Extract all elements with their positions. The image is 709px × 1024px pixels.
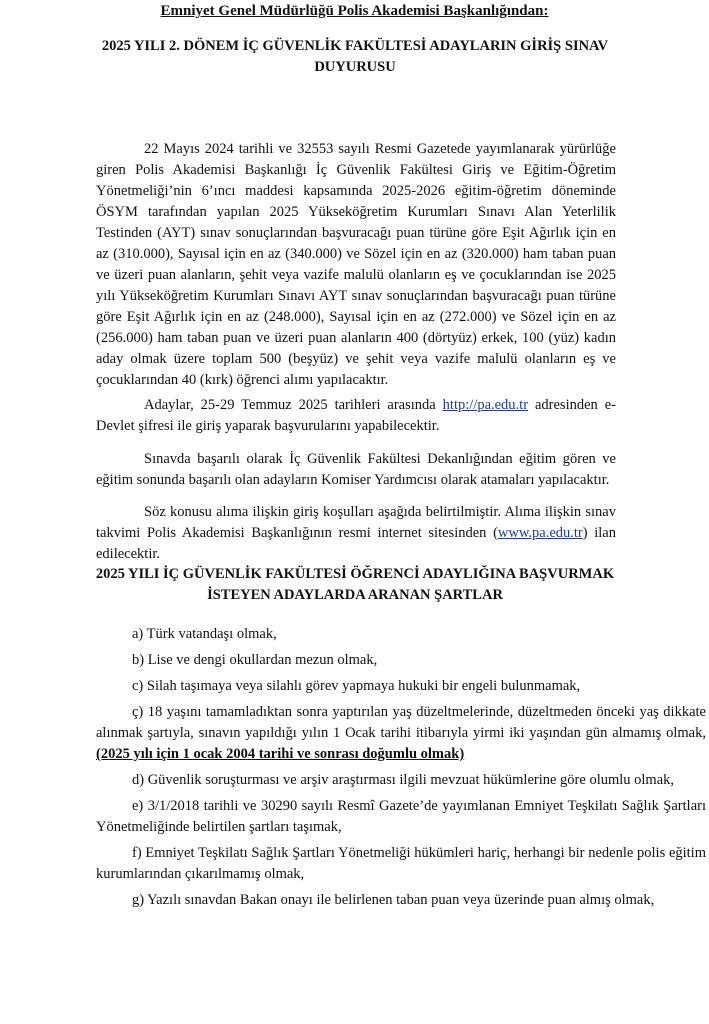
requirement-g: g) Yazılı sınavdan Bakan onayı ile belirlenen taban puan veya üzerinde puan almış olmak, bbox=[132, 892, 655, 908]
paragraph-appointment: Sınavda başarılı olarak İç Güvenlik Fakültesi Dekanlığından eğitim gören ve eğitim sonunda başarılı olan adayların Komiser Yardımcısı olarak atamaları yapılacaktır. bbox=[96, 450, 616, 488]
announcement-title-line-2: DUYURUSU bbox=[314, 59, 396, 75]
announcement-title bbox=[90, 36, 620, 78]
requirement-cc-birthdate-emphasis: (2025 yılı için 1 ocak 2004 tarihi ve sonrası doğumlu olmak) bbox=[96, 746, 465, 762]
requirement-f: f) Emniyet Teşkilatı Sağlık Şartları Yönetmeliği hükümleri hariç, herhangi bir nedenle polis eğitim kurumlarından çıkarılmamış olmak, bbox=[96, 845, 706, 882]
paragraph-application-dates-text: Adaylar, 25-29 Temmuz 2025 tarihleri arasında bbox=[144, 396, 443, 413]
requirements-title-line-1: 2025 YILI İÇ GÜVENLİK FAKÜLTESİ ÖĞRENCİ ADAYLIĞINA BAŞVURMAK bbox=[95, 566, 615, 582]
requirement-e: e) 3/1/2018 tarihli ve 30290 sayılı Resmî Gazete’de yayımlanan Emniyet Teşkilatı Sağlık Şartları Yönetmeliğinde belirtilen şartları taşımak, bbox=[96, 798, 706, 835]
requirement-cc-text: ç) 18 yaşını tamamladıktan sonra yaptırılan yaş düzeltmelerinde, düzeltmeden önceki yaş dikkate alınmak şartıyla, sınavın yapıldığı yılın 1 Ocak tarihi itibarıyla yirmi iki yaşından gün almamış olmak, bbox=[96, 704, 706, 741]
paragraph-application-dates bbox=[96, 395, 616, 437]
requirements-title-line-2: İSTEYEN ADAYLARDA ARANAN ŞARTLAR bbox=[207, 587, 503, 603]
paragraph-exam-calendar-text: Söz konusu alıma ilişkin giriş koşulları aşağıda belirtilmiştir. Alıma ilişkin sınav takvimi Polis Akademisi Başkanlığının resmi internet sitesinden ( bbox=[96, 503, 616, 541]
requirements-title bbox=[90, 564, 620, 606]
paragraph-exam-calendar bbox=[96, 502, 616, 565]
requirement-c: c) Silah taşımaya veya silahlı görev yapmaya hukuki bir engeli bulunmamak, bbox=[132, 678, 581, 694]
requirement-a: a) Türk vatandaşı olmak, bbox=[132, 626, 277, 642]
requirement-d: d) Güvenlik soruşturması ve arşiv araştırması ilgili mevzuat hükümlerine göre olumlu olmak, bbox=[132, 772, 675, 788]
paragraph-application-dates-text-end: adresinden e-Devlet şifresi ile giriş yaparak başvurularını yapabilecektir. bbox=[96, 396, 616, 434]
paragraph-exam-calendar-text-end: ) ilan edilecektir. bbox=[96, 524, 616, 562]
requirements-list bbox=[96, 624, 706, 911]
application-site-link[interactable]: http://pa.edu.tr bbox=[442, 396, 529, 413]
requirement-cc bbox=[96, 702, 706, 765]
announcement-title-line-1: 2025 YILI 2. DÖNEM İÇ GÜVENLİK FAKÜLTESİ ADAYLARIN GİRİŞ SINAV bbox=[101, 38, 609, 54]
issuing-authority-heading: Emniyet Genel Müdürlüğü Polis Akademisi Başkanlığından: bbox=[160, 3, 549, 19]
paragraph-exam-scores: 22 Mayıs 2024 tarihli ve 32553 sayılı Resmi Gazetede yayımlanarak yürürlüğe giren Polis Akademisi Başkanlığı İç Güvenlik Fakültesi Giriş ve Eğitim-Öğretim Yönetmeliği’nin 6’ıncı maddesi kapsamında 2025-2026 eğitim-öğretim döneminde ÖSYM tarafından yapılan 2025 Yükseköğretim Kurumları Sınavı Alan Yeterlilik Testinden (AYT) sınav sonuçlarından başvuracağı puan türüne göre Eşit Ağırlık için en az (310.000), Sayısal için en az (340.000) ve Sözel için en az (320.000) ham taban puan ve üzeri puan alanların, şehit veya vazife malulü olanların eş ve çocuklarından ise 2025 yılı Yükseköğretim Kurumları Sınavı AYT sınav sonuçlarından başvuracağı puan türüne göre Eşit Ağırlık için en az (248.000), Sayısal için en az (272.000) ve Sözel için en az (256.000) ham taban puan ve üzeri puan alanların 400 (dörtyüz) erkek, 100 (yüz) kadın aday olmak üzere toplam 500 (beşyüz) ve şehit veya vazife malulü olanların eş ve çocuklarından 40 (kırk) öğrenci alımı yapılacaktır. bbox=[96, 140, 616, 388]
academy-website-link[interactable]: www.pa.edu.tr bbox=[497, 524, 583, 541]
requirement-b: b) Lise ve dengi okullardan mezun olmak, bbox=[132, 652, 378, 668]
